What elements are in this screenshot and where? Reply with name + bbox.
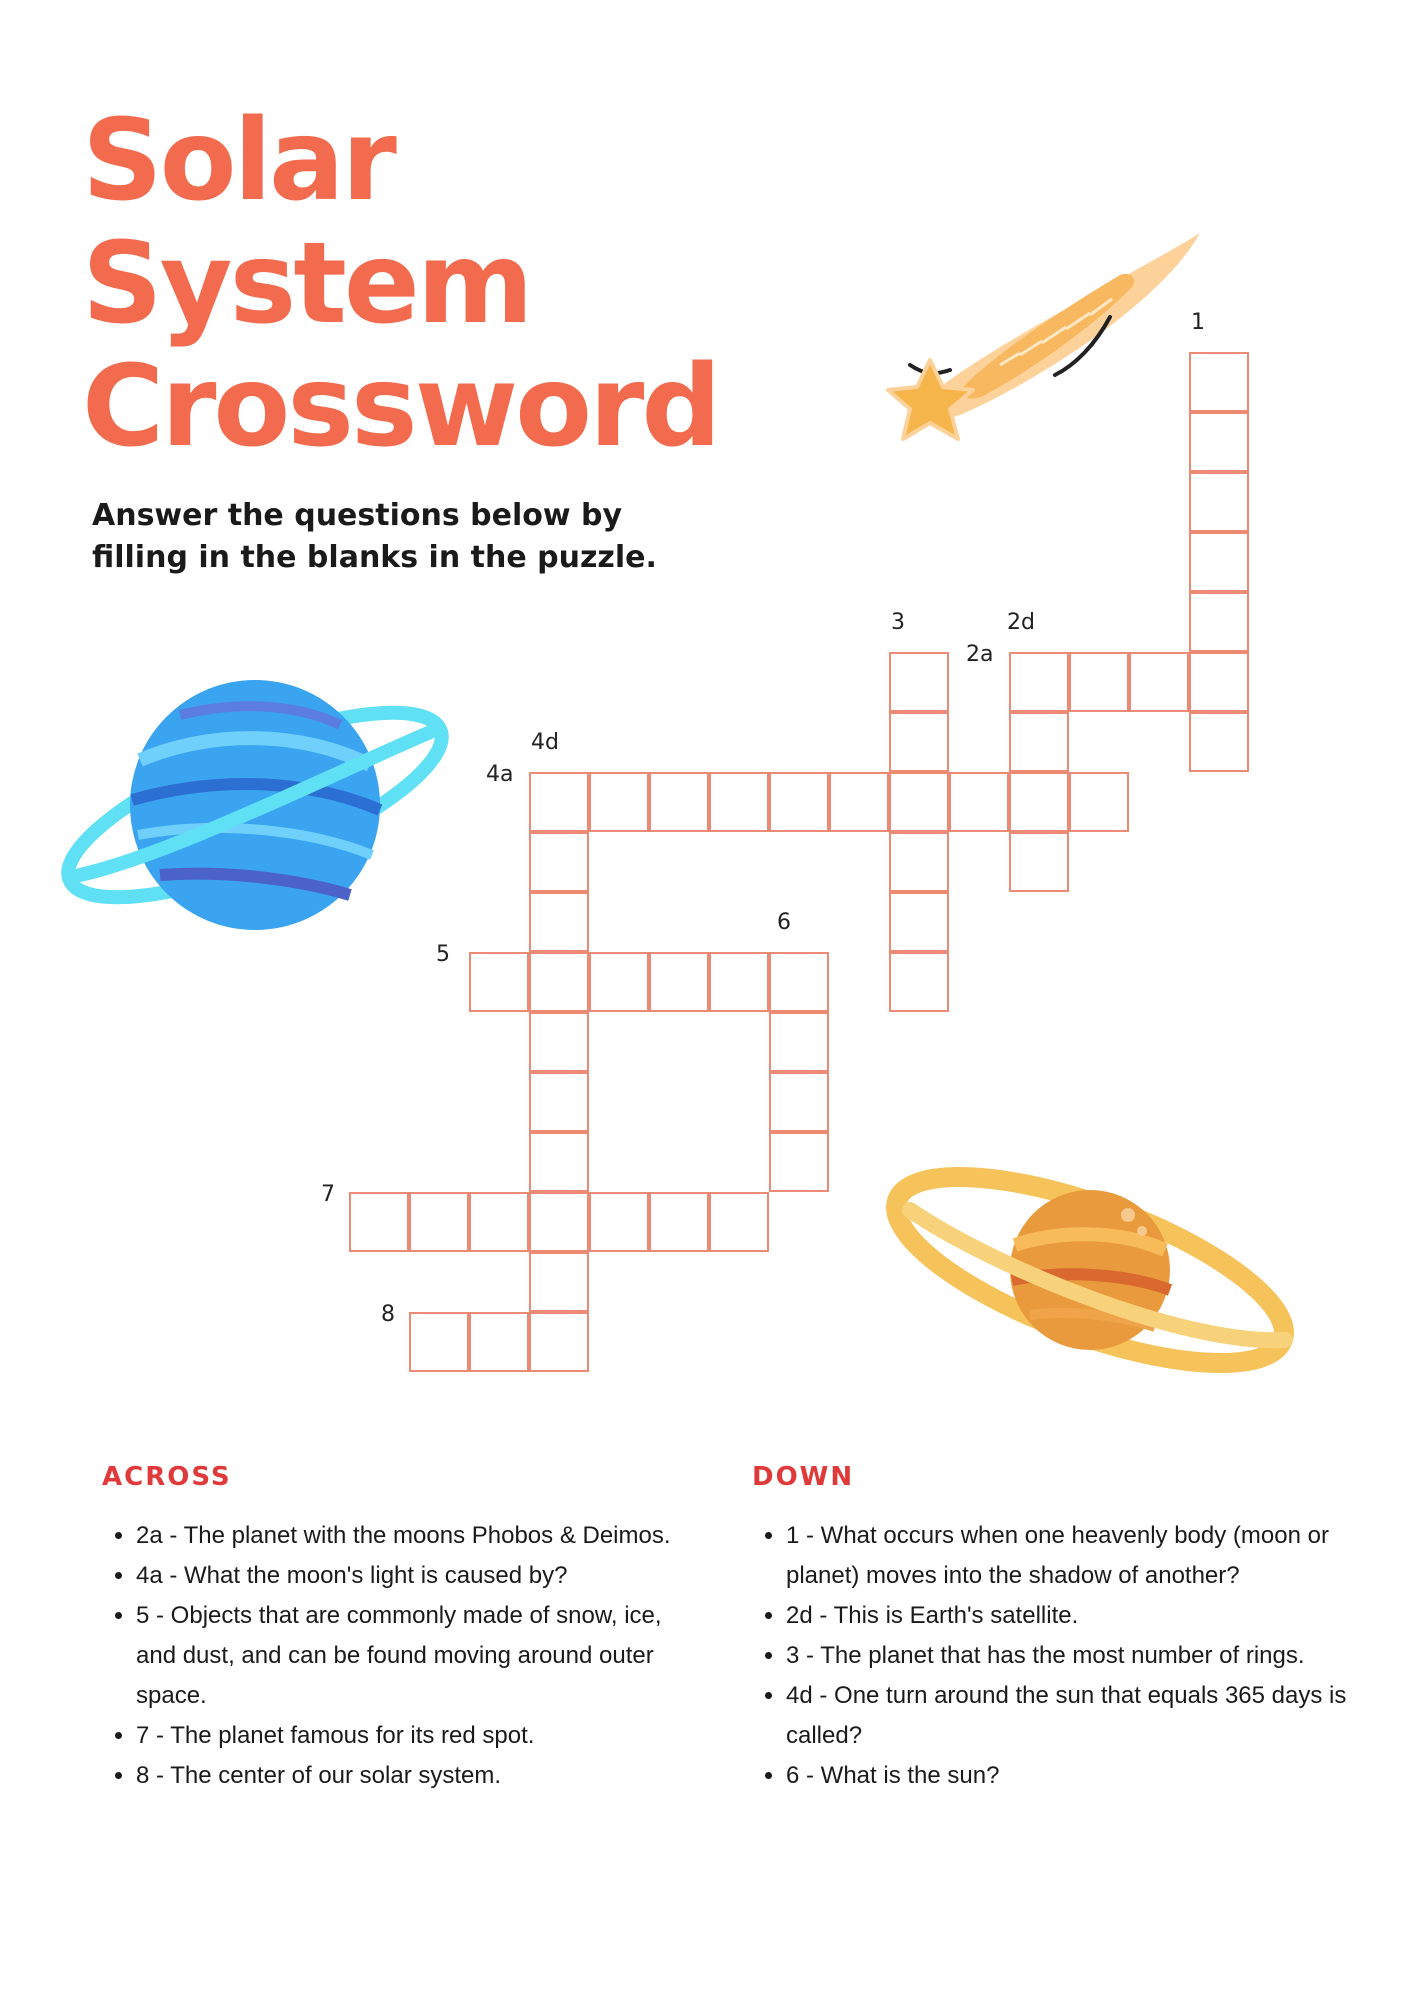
crossword-cell[interactable] <box>889 772 949 832</box>
crossword-cell[interactable] <box>1189 352 1249 412</box>
clue-number-8: 8 <box>381 1302 395 1327</box>
across-clues <box>102 1462 702 1796</box>
crossword-cell[interactable] <box>769 1012 829 1072</box>
crossword-cell[interactable] <box>889 892 949 952</box>
clue-number-1: 1 <box>1191 310 1205 335</box>
crossword-cell[interactable] <box>529 832 589 892</box>
crossword-cell[interactable] <box>1189 532 1249 592</box>
crossword-cell[interactable] <box>829 772 889 832</box>
crossword-cell[interactable] <box>949 772 1009 832</box>
down-clue: • 4d - One turn around the sun that equals 365 days is called? <box>786 1676 1352 1756</box>
across-clue-list <box>102 1516 702 1796</box>
down-clue: • 6 - What is the sun? <box>786 1756 1352 1796</box>
across-clue: • 7 - The planet famous for its red spot. <box>136 1716 702 1756</box>
crossword-cell[interactable] <box>589 1192 649 1252</box>
crossword-cell[interactable] <box>1189 592 1249 652</box>
crossword-cell[interactable] <box>529 1312 589 1372</box>
crossword-cell[interactable] <box>529 772 589 832</box>
down-clues <box>752 1462 1352 1796</box>
crossword-cell[interactable] <box>1189 472 1249 532</box>
title-line-1: Solar <box>82 96 394 226</box>
crossword-cell[interactable] <box>1069 652 1129 712</box>
crossword-cell[interactable] <box>709 772 769 832</box>
clue-number-3: 3 <box>891 610 905 635</box>
crossword-cell[interactable] <box>649 772 709 832</box>
clue-number-2d: 2d <box>1007 610 1035 635</box>
crossword-cell[interactable] <box>529 1132 589 1192</box>
across-clue: • 4a - What the moon's light is caused by? <box>136 1556 702 1596</box>
crossword-cell[interactable] <box>529 952 589 1012</box>
crossword-cell[interactable] <box>589 772 649 832</box>
across-clue: • 8 - The center of our solar system. <box>136 1756 702 1796</box>
title-line-2: System <box>82 219 531 349</box>
crossword-cell[interactable] <box>889 712 949 772</box>
crossword-cell[interactable] <box>409 1192 469 1252</box>
crossword-cell[interactable] <box>1009 832 1069 892</box>
across-heading: ACROSS <box>102 1462 232 1492</box>
crossword-cell[interactable] <box>1129 652 1189 712</box>
crossword-cell[interactable] <box>769 772 829 832</box>
crossword-cell[interactable] <box>1009 652 1069 712</box>
down-clue-list <box>752 1516 1352 1796</box>
crossword-cell[interactable] <box>1189 412 1249 472</box>
crossword-cell[interactable] <box>469 952 529 1012</box>
crossword-cell[interactable] <box>889 652 949 712</box>
crossword-cell[interactable] <box>889 952 949 1012</box>
crossword-cell[interactable] <box>649 952 709 1012</box>
clue-number-4d: 4d <box>531 730 559 755</box>
clue-number-4a: 4a <box>486 762 514 787</box>
crossword-cell[interactable] <box>529 1012 589 1072</box>
crossword-cell[interactable] <box>1189 712 1249 772</box>
crossword-cell[interactable] <box>769 952 829 1012</box>
crossword-cell[interactable] <box>649 1192 709 1252</box>
clue-number-5: 5 <box>436 942 450 967</box>
crossword-cell[interactable] <box>769 1132 829 1192</box>
crossword-cell[interactable] <box>1069 772 1129 832</box>
down-clue: • 1 - What occurs when one heavenly body (moon or planet) moves into the shadow of another? <box>786 1516 1352 1596</box>
crossword-cell[interactable] <box>529 1072 589 1132</box>
down-clue: • 3 - The planet that has the most number of rings. <box>786 1636 1352 1676</box>
clue-number-7: 7 <box>321 1182 335 1207</box>
crossword-cell[interactable] <box>1009 772 1069 832</box>
clue-number-2a: 2a <box>966 642 994 667</box>
down-clue: • 2d - This is Earth's satellite. <box>786 1596 1352 1636</box>
crossword-cell[interactable] <box>469 1192 529 1252</box>
title-line-3: Crossword <box>82 342 719 472</box>
instructions: Answer the questions below by filling in the blanks in the puzzle. <box>92 498 657 575</box>
crossword-cell[interactable] <box>469 1312 529 1372</box>
crossword-cell[interactable] <box>529 1252 589 1312</box>
crossword-cell[interactable] <box>709 952 769 1012</box>
crossword-cell[interactable] <box>1009 712 1069 772</box>
crossword-cell[interactable] <box>889 832 949 892</box>
crossword-cell[interactable] <box>709 1192 769 1252</box>
crossword-cell[interactable] <box>409 1312 469 1372</box>
across-clue: • 5 - Objects that are commonly made of snow, ice, and dust, and can be found moving around outer space. <box>136 1596 702 1716</box>
crossword-cell[interactable] <box>589 952 649 1012</box>
down-heading: DOWN <box>752 1462 855 1492</box>
crossword-cell[interactable] <box>529 892 589 952</box>
crossword-cell[interactable] <box>529 1192 589 1252</box>
crossword-cell[interactable] <box>1189 652 1249 712</box>
clue-number-6: 6 <box>777 910 791 935</box>
crossword-cell[interactable] <box>769 1072 829 1132</box>
across-clue: • 2a - The planet with the moons Phobos & Deimos. <box>136 1516 702 1556</box>
crossword-cell[interactable] <box>349 1192 409 1252</box>
